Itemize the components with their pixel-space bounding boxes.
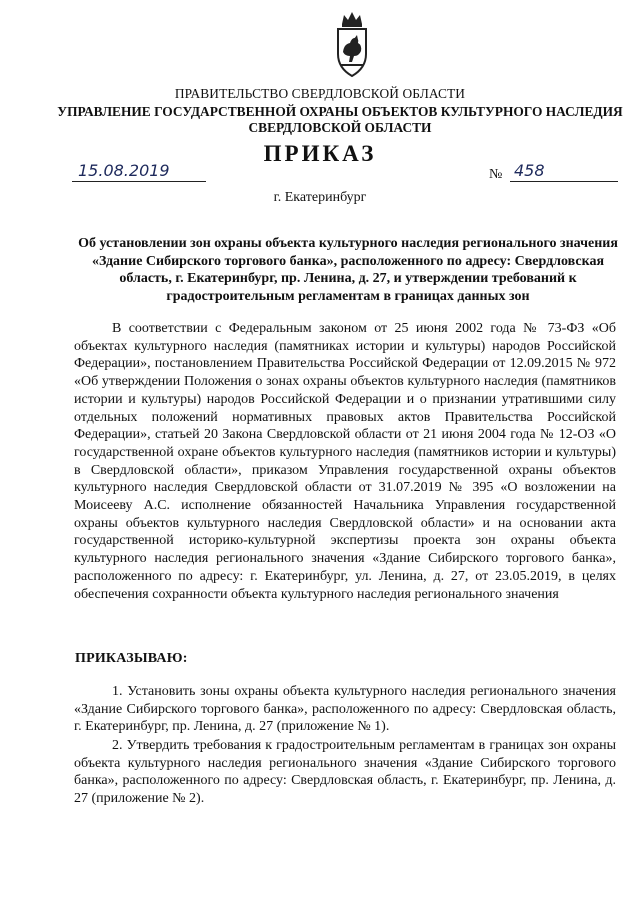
coat-of-arms-icon bbox=[332, 10, 372, 78]
government-name: ПРАВИТЕЛЬСТВО СВЕРДЛОВСКОЙ ОБЛАСТИ bbox=[174, 86, 466, 101]
number-label: № bbox=[489, 167, 503, 182]
order-item-1: 1. Установить зоны охраны объекта культурного наследия регионального значения «Здание Сибирского торгового банка», расположенного по адресу: Свердловская область, г. Екатеринбург, пр. Ленина, д. 27 (приложение № 1). bbox=[74, 684, 616, 735]
department-name: УПРАВЛЕНИЕ ГОСУДАРСТВЕННОЙ ОХРАНЫ ОБЪЕКТОВ КУЛЬТУРНОГО НАСЛЕДИЯ СВЕРДЛОВСКОЙ ОБЛАСТИ bbox=[57, 104, 623, 135]
document-type: ПРИКАЗ bbox=[263, 141, 377, 166]
document-title: Об установлении зон охраны объекта культурного наследия регионального значения «Здание Сибирского торгового банка», расположенного по адресу: Свердловская область, г. Екатеринбург, пр. Ленина, д. 27, и утверждении требований к градостроительным регламентам в границах данных зон bbox=[78, 236, 618, 304]
preamble-paragraph: В соответствии с Федеральным законом от 25 июня 2002 года № 73-ФЗ «Об объектах культурного наследия (памятниках истории и культуры) народов Российской Федерации», постановлением Правительства Российской Федерации от 12.09.2015 № 972 «Об утверждении Положения о зонах охраны объектов культурного наследия (памятников истории и культуры) народов Российской Федерации и о признании утратившими силу отдельных положений нормативных правовых актов Правительства Российской Федерации», статьей 20 Закона Свердловской области от 21 июня 2004 года № 12-ОЗ «О государственной охране объектов культурного наследия (памятников истории и культуры) в Свердловской области», приказом Управления государственной охраны объектов культурного наследия Свердловской области от 31.07.2019 № 395 «О возложении на Моисееву А.С. исполнение обязанностей Начальника Управления государственной охраны объектов культурного наследия Свердловской области» и на основании акта государственной историко-культурной экспертизы проекта зон охраны объекта культурного наследия регионального значения «Здание Сибирского торгового банка», расположенного по адресу: г. Екатеринбург, ул. Ленина, д. 27, от 23.05.2019, в целях обеспечения сохранности объекта культурного наследия регионального значения bbox=[74, 321, 616, 602]
order-heading: ПРИКАЗЫВАЮ: bbox=[75, 651, 188, 666]
city-line: г. Екатеринбург bbox=[273, 190, 367, 205]
document-date: 15.08.2019 bbox=[72, 161, 206, 182]
order-item-2: 2. Утвердить требования к градостроительным регламентам в границах зон охраны объекта культурного наследия регионального значения «Здание Сибирского торгового банка», расположенного по адресу: Свердловская область, г. Екатеринбург, пр. Ленина, д. 27 (приложение № 2). bbox=[74, 738, 616, 807]
document-number: 458 bbox=[510, 161, 618, 182]
